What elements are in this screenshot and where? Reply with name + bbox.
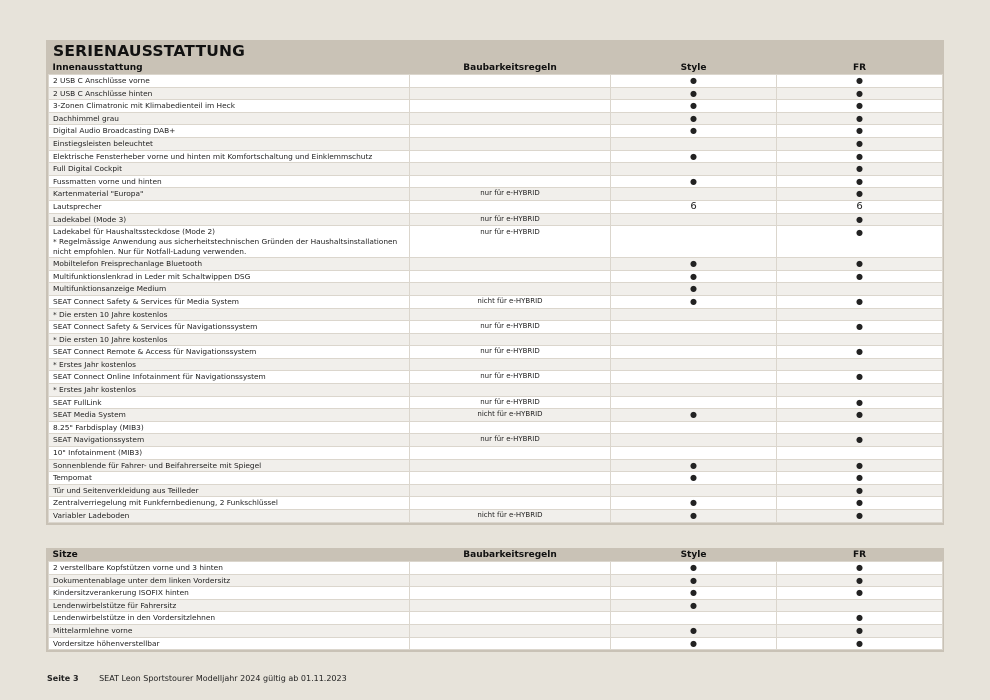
rule-cell	[410, 150, 611, 163]
table-header-row	[49, 549, 943, 562]
column-header-rules: Baubarkeitsregeln	[410, 62, 611, 75]
table-row	[49, 87, 943, 100]
style-cell: ●	[611, 574, 777, 587]
feature-label	[49, 562, 410, 575]
rule-cell	[410, 137, 611, 150]
rule-cell	[410, 497, 611, 510]
style-cell: 6	[611, 200, 777, 213]
style-cell: ●	[611, 270, 777, 283]
rule-cell	[410, 175, 611, 188]
feature-name: 2 verstellbare Kopfstützen vorne und 3 hinten	[53, 563, 223, 572]
fr-cell: ●	[777, 409, 943, 422]
feature-name: Full Digital Cockpit	[53, 164, 122, 174]
feature-name: SEAT Navigationssystem	[53, 435, 145, 445]
rule-cell	[410, 112, 611, 125]
feature-label	[49, 510, 410, 523]
fr-cell: ●	[777, 321, 943, 334]
feature-name: SEAT Connect Online Infotainment für Navigationssystem	[53, 372, 266, 382]
feature-label	[49, 125, 410, 138]
feature-name: 2 USB C Anschlüsse vorne	[53, 76, 150, 85]
fr-cell: ●	[777, 346, 943, 359]
feature-label	[49, 421, 410, 434]
rule-cell	[410, 447, 611, 460]
rule-cell	[410, 421, 611, 434]
rule-cell	[410, 270, 611, 283]
feature-name: Vordersitze höhenverstellbar	[53, 638, 160, 648]
fr-cell	[777, 358, 943, 371]
rule-cell: nur für e-HYBRID	[410, 434, 611, 447]
sitze-table	[48, 549, 943, 650]
table-row	[49, 75, 943, 88]
feature-label	[49, 308, 410, 321]
fr-cell: ●	[777, 612, 943, 625]
feature-name: * Erstes Jahr kostenlos	[53, 385, 136, 395]
feature-name: Mobiltelefon Freisprechanlage Bluetooth	[53, 259, 203, 269]
feature-name: Fussmatten vorne und hinten	[53, 176, 162, 186]
feature-name: * Die ersten 10 Jahre kostenlos	[53, 334, 168, 344]
table-row	[49, 188, 943, 201]
rule-cell: nicht für e-HYBRID	[410, 295, 611, 308]
feature-label	[49, 599, 410, 612]
style-cell: ●	[611, 112, 777, 125]
feature-label	[49, 270, 410, 283]
table-row	[49, 484, 943, 497]
fr-cell: ●	[777, 295, 943, 308]
feature-label	[49, 175, 410, 188]
fr-cell: ●	[777, 510, 943, 523]
table-row	[49, 283, 943, 296]
fr-cell: ●	[777, 75, 943, 88]
feature-name: Variabler Ladeboden	[53, 511, 130, 520]
style-cell	[611, 137, 777, 150]
feature-label	[49, 459, 410, 472]
table-row	[49, 226, 943, 258]
rule-cell	[410, 484, 611, 497]
fr-cell: ●	[777, 112, 943, 125]
rule-cell: nicht für e-HYBRID	[410, 409, 611, 422]
style-cell: ●	[611, 283, 777, 296]
feature-name: Tempomat	[53, 473, 92, 483]
fr-cell: ●	[777, 497, 943, 510]
style-cell: ●	[611, 510, 777, 523]
feature-name: Ladekabel für Haushaltssteckdose (Mode 2)	[53, 227, 216, 237]
table-row	[49, 321, 943, 334]
rule-cell	[410, 472, 611, 485]
feature-name: Lautsprecher	[53, 201, 102, 211]
column-header-style: Style	[611, 549, 777, 562]
table-row	[49, 497, 943, 510]
style-cell	[611, 321, 777, 334]
table-row	[49, 637, 943, 650]
feature-name: 10" Infotainment (MIB3)	[53, 448, 143, 458]
fr-cell: ●	[777, 213, 943, 226]
style-cell: ●	[611, 624, 777, 637]
style-cell	[611, 396, 777, 409]
style-cell	[611, 421, 777, 434]
feature-label	[49, 112, 410, 125]
fr-cell: ●	[777, 188, 943, 201]
style-cell	[611, 371, 777, 384]
feature-label	[49, 226, 410, 258]
feature-label	[49, 258, 410, 271]
fr-cell: ●	[777, 100, 943, 113]
table-row	[49, 150, 943, 163]
table-row	[49, 574, 943, 587]
fr-cell: ●	[777, 587, 943, 600]
feature-label	[49, 137, 410, 150]
style-cell: ●	[611, 75, 777, 88]
fr-cell: ●	[777, 371, 943, 384]
serienausstattung-panel	[46, 40, 944, 525]
feature-label	[49, 200, 410, 213]
feature-label	[49, 637, 410, 650]
table-row	[49, 137, 943, 150]
feature-name: * Die ersten 10 Jahre kostenlos	[53, 309, 168, 319]
fr-cell: ●	[777, 87, 943, 100]
column-header-rules: Baubarkeitsregeln	[410, 549, 611, 562]
feature-name: Digital Audio Broadcasting DAB+	[53, 126, 176, 136]
page-number: Seite 3	[47, 674, 79, 683]
rule-cell	[410, 624, 611, 637]
rule-cell: nur für e-HYBRID	[410, 396, 611, 409]
fr-cell: ●	[777, 137, 943, 150]
style-cell	[611, 447, 777, 460]
fr-cell: ●	[777, 459, 943, 472]
table-row	[49, 587, 943, 600]
rule-cell	[410, 612, 611, 625]
feature-name: SEAT FullLink	[53, 397, 102, 407]
table-row	[49, 612, 943, 625]
feature-label	[49, 612, 410, 625]
feature-name: Zentralverriegelung mit Funkfernbedienung, 2 Funkschlüssel	[53, 498, 278, 508]
table-row	[49, 599, 943, 612]
feature-label	[49, 150, 410, 163]
fr-cell: ●	[777, 637, 943, 650]
feature-label	[49, 434, 410, 447]
rule-cell	[410, 308, 611, 321]
feature-name: Kindersitzverankerung ISOFIX hinten	[53, 588, 189, 598]
table-row	[49, 125, 943, 138]
table-row	[49, 200, 943, 213]
rule-cell: nur für e-HYBRID	[410, 346, 611, 359]
fr-cell: ●	[777, 484, 943, 497]
fr-cell	[777, 421, 943, 434]
style-cell: ●	[611, 587, 777, 600]
feature-note: * Regelmässige Anwendung aus sicherheitstechnischen Gründen der Haushaltsinstallationen nicht empfohlen. Nur für Notfall-Ladung verwenden.	[53, 237, 398, 257]
rule-cell	[410, 333, 611, 346]
rule-cell: nur für e-HYBRID	[410, 371, 611, 384]
rule-cell	[410, 75, 611, 88]
rule-cell	[410, 200, 611, 213]
style-cell: ●	[611, 258, 777, 271]
fr-cell	[777, 447, 943, 460]
rule-cell	[410, 637, 611, 650]
feature-name: Einstiegsleisten beleuchtet	[53, 138, 153, 148]
rule-cell	[410, 283, 611, 296]
fr-cell	[777, 283, 943, 296]
table-row	[49, 409, 943, 422]
fr-cell: ●	[777, 472, 943, 485]
style-cell: ●	[611, 409, 777, 422]
feature-name: Lendenwirbelstütze in den Vordersitzlehnen	[53, 613, 216, 623]
table-row	[49, 213, 943, 226]
feature-name: SEAT Connect Safety & Services für Media System	[53, 296, 240, 306]
fr-cell: ●	[777, 624, 943, 637]
sitze-panel	[46, 548, 944, 652]
feature-name: 8.25" Farbdisplay (MIB3)	[53, 422, 144, 432]
feature-name: Dokumentenablage unter dem linken Vordersitz	[53, 575, 231, 585]
table-header-row	[49, 62, 943, 75]
style-cell: ●	[611, 472, 777, 485]
style-cell	[611, 163, 777, 176]
table-row	[49, 346, 943, 359]
fr-cell	[777, 384, 943, 397]
column-header-category: Sitze	[49, 549, 410, 562]
feature-name: 2 USB C Anschlüsse hinten	[53, 88, 153, 98]
footer-text: SEAT Leon Sportstourer Modelljahr 2024 gültig ab 01.11.2023	[99, 674, 347, 683]
fr-cell: ●	[777, 434, 943, 447]
feature-label	[49, 87, 410, 100]
style-cell: ●	[611, 175, 777, 188]
table-row	[49, 270, 943, 283]
table-row	[49, 308, 943, 321]
fr-cell: ●	[777, 396, 943, 409]
feature-name: 3-Zonen Climatronic mit Klimabedienteil im Heck	[53, 101, 236, 111]
fr-cell: ●	[777, 163, 943, 176]
feature-label	[49, 497, 410, 510]
feature-label	[49, 163, 410, 176]
feature-label	[49, 371, 410, 384]
feature-label	[49, 396, 410, 409]
rule-cell	[410, 562, 611, 575]
column-header-fr: FR	[777, 62, 943, 75]
style-cell: ●	[611, 562, 777, 575]
feature-label	[49, 587, 410, 600]
table-row	[49, 396, 943, 409]
fr-cell: ●	[777, 574, 943, 587]
table-row	[49, 472, 943, 485]
feature-label	[49, 100, 410, 113]
table-row	[49, 447, 943, 460]
style-cell: ●	[611, 459, 777, 472]
fr-cell: ●	[777, 270, 943, 283]
feature-label	[49, 346, 410, 359]
feature-name: Kartenmaterial "Europa"	[53, 189, 144, 199]
feature-name: SEAT Media System	[53, 410, 126, 420]
style-cell: ●	[611, 87, 777, 100]
feature-label	[49, 409, 410, 422]
table-row	[49, 624, 943, 637]
table-row	[49, 163, 943, 176]
rule-cell	[410, 163, 611, 176]
feature-label	[49, 384, 410, 397]
style-cell	[611, 188, 777, 201]
feature-label	[49, 624, 410, 637]
table-row	[49, 358, 943, 371]
rule-cell	[410, 599, 611, 612]
table-row	[49, 562, 943, 575]
fr-cell: ●	[777, 175, 943, 188]
rule-cell	[410, 574, 611, 587]
fr-cell: ●	[777, 258, 943, 271]
rule-cell	[410, 125, 611, 138]
table-row	[49, 384, 943, 397]
style-cell	[611, 612, 777, 625]
feature-name: Ladekabel (Mode 3)	[53, 214, 127, 224]
feature-label	[49, 472, 410, 485]
style-cell	[611, 358, 777, 371]
fr-cell: ●	[777, 125, 943, 138]
rule-cell	[410, 100, 611, 113]
rule-cell	[410, 87, 611, 100]
table-row	[49, 421, 943, 434]
feature-name: Tür und Seitenverkleidung aus Teilleder	[53, 485, 199, 495]
feature-name: * Erstes Jahr kostenlos	[53, 359, 136, 369]
fr-cell	[777, 599, 943, 612]
feature-name: Sonnenblende für Fahrer- und Beifahrerseite mit Spiegel	[53, 460, 262, 470]
feature-label	[49, 321, 410, 334]
rule-cell	[410, 459, 611, 472]
column-header-category: Innenausstattung	[49, 62, 410, 75]
feature-label	[49, 213, 410, 226]
feature-label	[49, 333, 410, 346]
table-row	[49, 295, 943, 308]
feature-label	[49, 484, 410, 497]
style-cell	[611, 346, 777, 359]
style-cell	[611, 434, 777, 447]
style-cell	[611, 213, 777, 226]
column-header-fr: FR	[777, 549, 943, 562]
feature-name: Lendenwirbelstütze für Fahrersitz	[53, 600, 177, 610]
table-row	[49, 258, 943, 271]
fr-cell: 6	[777, 200, 943, 213]
feature-label	[49, 188, 410, 201]
table-row	[49, 112, 943, 125]
style-cell: ●	[611, 100, 777, 113]
fr-cell	[777, 308, 943, 321]
fr-cell: ●	[777, 562, 943, 575]
table-row	[49, 434, 943, 447]
style-cell: ●	[611, 497, 777, 510]
rule-cell: nur für e-HYBRID	[410, 321, 611, 334]
feature-label	[49, 75, 410, 88]
feature-label	[49, 574, 410, 587]
feature-name: Dachhimmel grau	[53, 113, 119, 123]
fr-cell: ●	[777, 226, 943, 258]
feature-name: SEAT Connect Remote & Access für Navigationssystem	[53, 347, 257, 357]
style-cell	[611, 484, 777, 497]
innenausstattung-table	[48, 62, 943, 523]
feature-name: Multifunktionsanzeige Medium	[53, 284, 167, 294]
table-row	[49, 371, 943, 384]
style-cell	[611, 333, 777, 346]
page-footer	[47, 674, 347, 683]
rule-cell	[410, 358, 611, 371]
column-header-style: Style	[611, 62, 777, 75]
style-cell	[611, 384, 777, 397]
rule-cell	[410, 258, 611, 271]
feature-name: SEAT Connect Safety & Services für Navigationssystem	[53, 322, 258, 332]
table-row	[49, 175, 943, 188]
style-cell	[611, 226, 777, 258]
table-row	[49, 333, 943, 346]
fr-cell: ●	[777, 150, 943, 163]
rule-cell: nur für e-HYBRID	[410, 213, 611, 226]
feature-name: Elektrische Fensterheber vorne und hinten mit Komfortschaltung und Einklemmschutz	[53, 151, 373, 161]
feature-label	[49, 447, 410, 460]
feature-label	[49, 295, 410, 308]
feature-name: Mittelarmlehne vorne	[53, 625, 133, 635]
style-cell: ●	[611, 599, 777, 612]
fr-cell	[777, 333, 943, 346]
feature-name: Multifunktionslenkrad in Leder mit Schaltwippen DSG	[53, 271, 251, 281]
section-title: SERIENAUSSTATTUNG	[53, 42, 246, 60]
feature-label	[49, 283, 410, 296]
style-cell: ●	[611, 295, 777, 308]
rule-cell	[410, 587, 611, 600]
feature-label	[49, 358, 410, 371]
table-row	[49, 100, 943, 113]
style-cell: ●	[611, 637, 777, 650]
rule-cell: nur für e-HYBRID	[410, 226, 611, 258]
style-cell	[611, 308, 777, 321]
style-cell: ●	[611, 150, 777, 163]
rule-cell: nur für e-HYBRID	[410, 188, 611, 201]
table-row	[49, 510, 943, 523]
rule-cell: nicht für e-HYBRID	[410, 510, 611, 523]
style-cell: ●	[611, 125, 777, 138]
rule-cell	[410, 384, 611, 397]
table-row	[49, 459, 943, 472]
